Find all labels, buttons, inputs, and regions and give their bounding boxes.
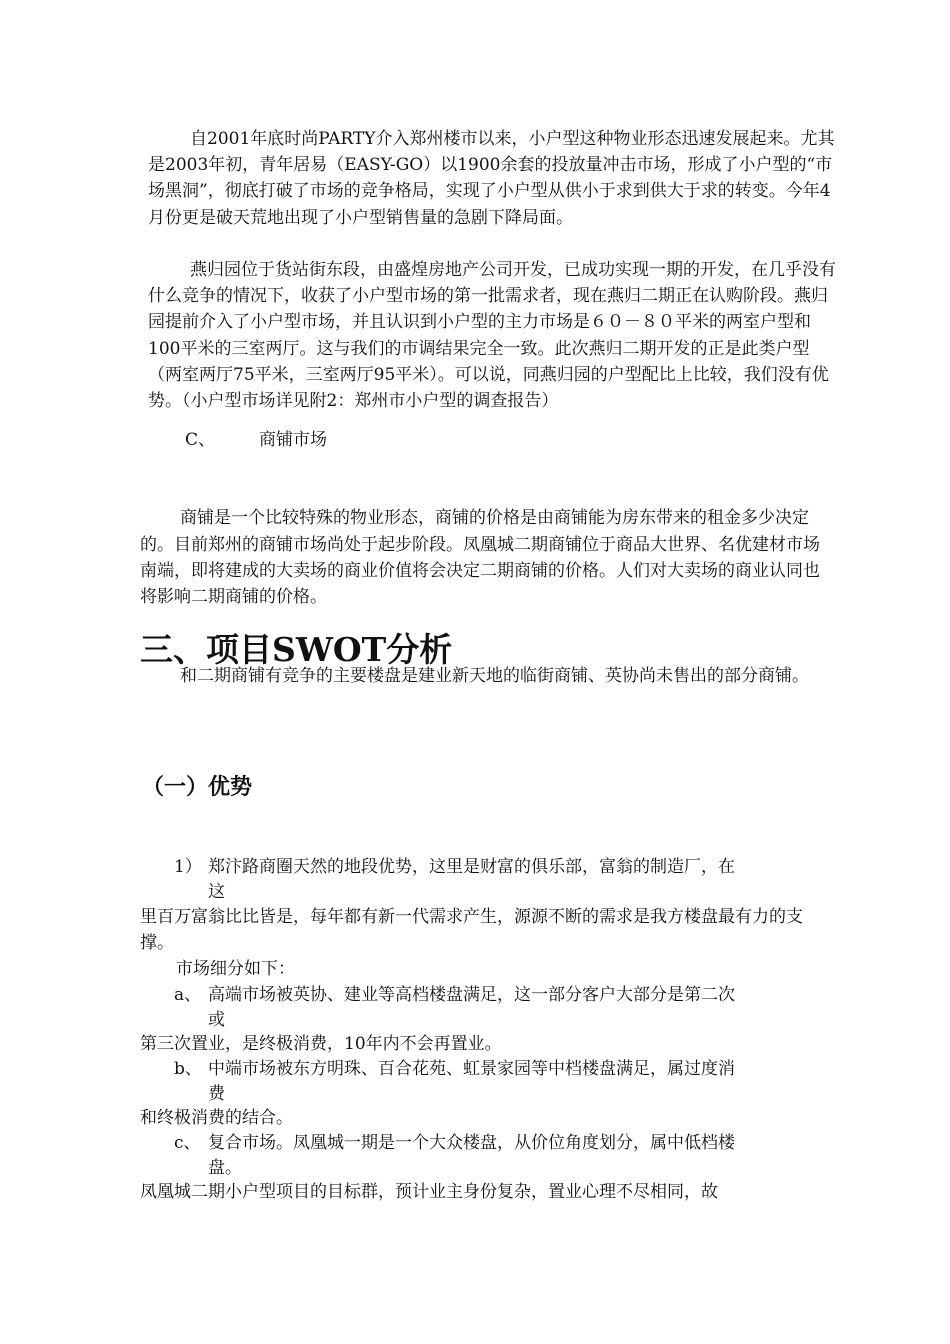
- list-item-b: [140, 1057, 820, 1106]
- subsection-label: C、: [185, 430, 216, 450]
- heading-advantages: （一）优势: [142, 775, 253, 800]
- list-item-1: [140, 855, 820, 904]
- paragraph-target-group: 凤凰城二期小户型项目的目标群，预计业主身份复杂，置业心理不尽相同，故: [140, 1182, 718, 1202]
- list-item-text: 中端市场被东方明珠、百合花苑、虹景家园等中档楼盘满足，属过度消: [208, 1059, 735, 1079]
- subsection-title: 商铺市场: [259, 430, 328, 450]
- list-item-b-continuation: 和终极消费的结合。: [140, 1108, 293, 1128]
- list-item-a: [140, 983, 820, 1032]
- list-item-text: 复合市场。凤凰城一期是一个大众楼盘，从价位角度划分，属中低档楼: [208, 1133, 735, 1153]
- list-item-text: 高端市场被英协、建业等高档楼盘满足，这一部分客户大部分是第二次: [208, 985, 735, 1005]
- market-segmentation-intro: 市场细分如下：: [176, 959, 295, 979]
- list-item-label: 1）: [174, 857, 202, 877]
- paragraph-item1-continuation: 里百万富翁比比皆是，每年都有新一代需求产生，源源不断的需求是我方楼盘最有力的支撑。: [140, 907, 803, 954]
- list-item-text-wrap: 费: [208, 1083, 225, 1104]
- list-item-label: b、: [174, 1059, 202, 1079]
- list-item-label: a、: [174, 985, 202, 1005]
- list-item-text-wrap: 这: [208, 881, 225, 902]
- paragraph-small-unit-market: 自2001年底时尚PARTY介入郑州楼市以来，小户型这种物业形态迅速发展起来。尤其是2003年初，青年居易（EASY-GO）以1900余套的投放量冲击市场，形成了小户型的“市场黑洞”，彻底打破了市场的竞争格局，实现了小户型从供小于求到供大于求的转变。今年4月份更是破天荒地出现了小户型销售量的急剧下降局面。: [148, 129, 835, 228]
- list-item-label: c、: [174, 1133, 201, 1153]
- paragraph-yanguiyuan: 燕归园位于货站街东段，由盛煌房地产公司开发，已成功实现一期的开发，在几乎没有什么竞争的情况下，收获了小户型市场的第一批需求者，现在燕归二期正在认购阶段。燕归园提前介入了小户型市场，并且认识到小户型的主力市场是６０－８０平米的两室户型和100平米的三室两厅。这与我们的市调结果完全一致。此次燕归二期开发的正是此类户型（两室两厅75平米，三室两厅95平米）。可以说，同燕归园的户型配比上比较，我们没有优势。（小户型市场详见附2：郑州市小户型的调查报告）: [148, 260, 836, 412]
- list-item-text: 郑汴路商圈天然的地段优势，这里是财富的俱乐部，富翁的制造厂，在: [208, 857, 735, 877]
- list-item-text-wrap: 或: [208, 1009, 225, 1030]
- heading-swot: 三、项目SWOT分析: [140, 630, 453, 669]
- shops-section: [140, 453, 820, 741]
- list-item-c: [140, 1131, 820, 1180]
- list-item-a-continuation: 第三次置业，是终极消费，10年内不会再置业。: [140, 1034, 502, 1054]
- list-item-text-wrap: 盘。: [208, 1157, 242, 1178]
- paragraph-shops-competition: 和二期商铺有竞争的主要楼盘是建业新天地的临街商铺、英协尚未售出的部分商铺。: [180, 665, 809, 686]
- paragraph-shops-pricing: 商铺是一个比较特殊的物业形态，商铺的价格是由商铺能为房东带来的租金多少决定的。目前郑州的商铺市场尚处于起步阶段。凤凰城二期商铺位于商品大世界、名优建材市场南端，即将建成的大卖场的商业价值将会决定二期商铺的价格。人们对大卖场的商业认同也将影响二期商铺的价格。: [140, 508, 820, 608]
- subsection-shops-heading: [185, 427, 327, 453]
